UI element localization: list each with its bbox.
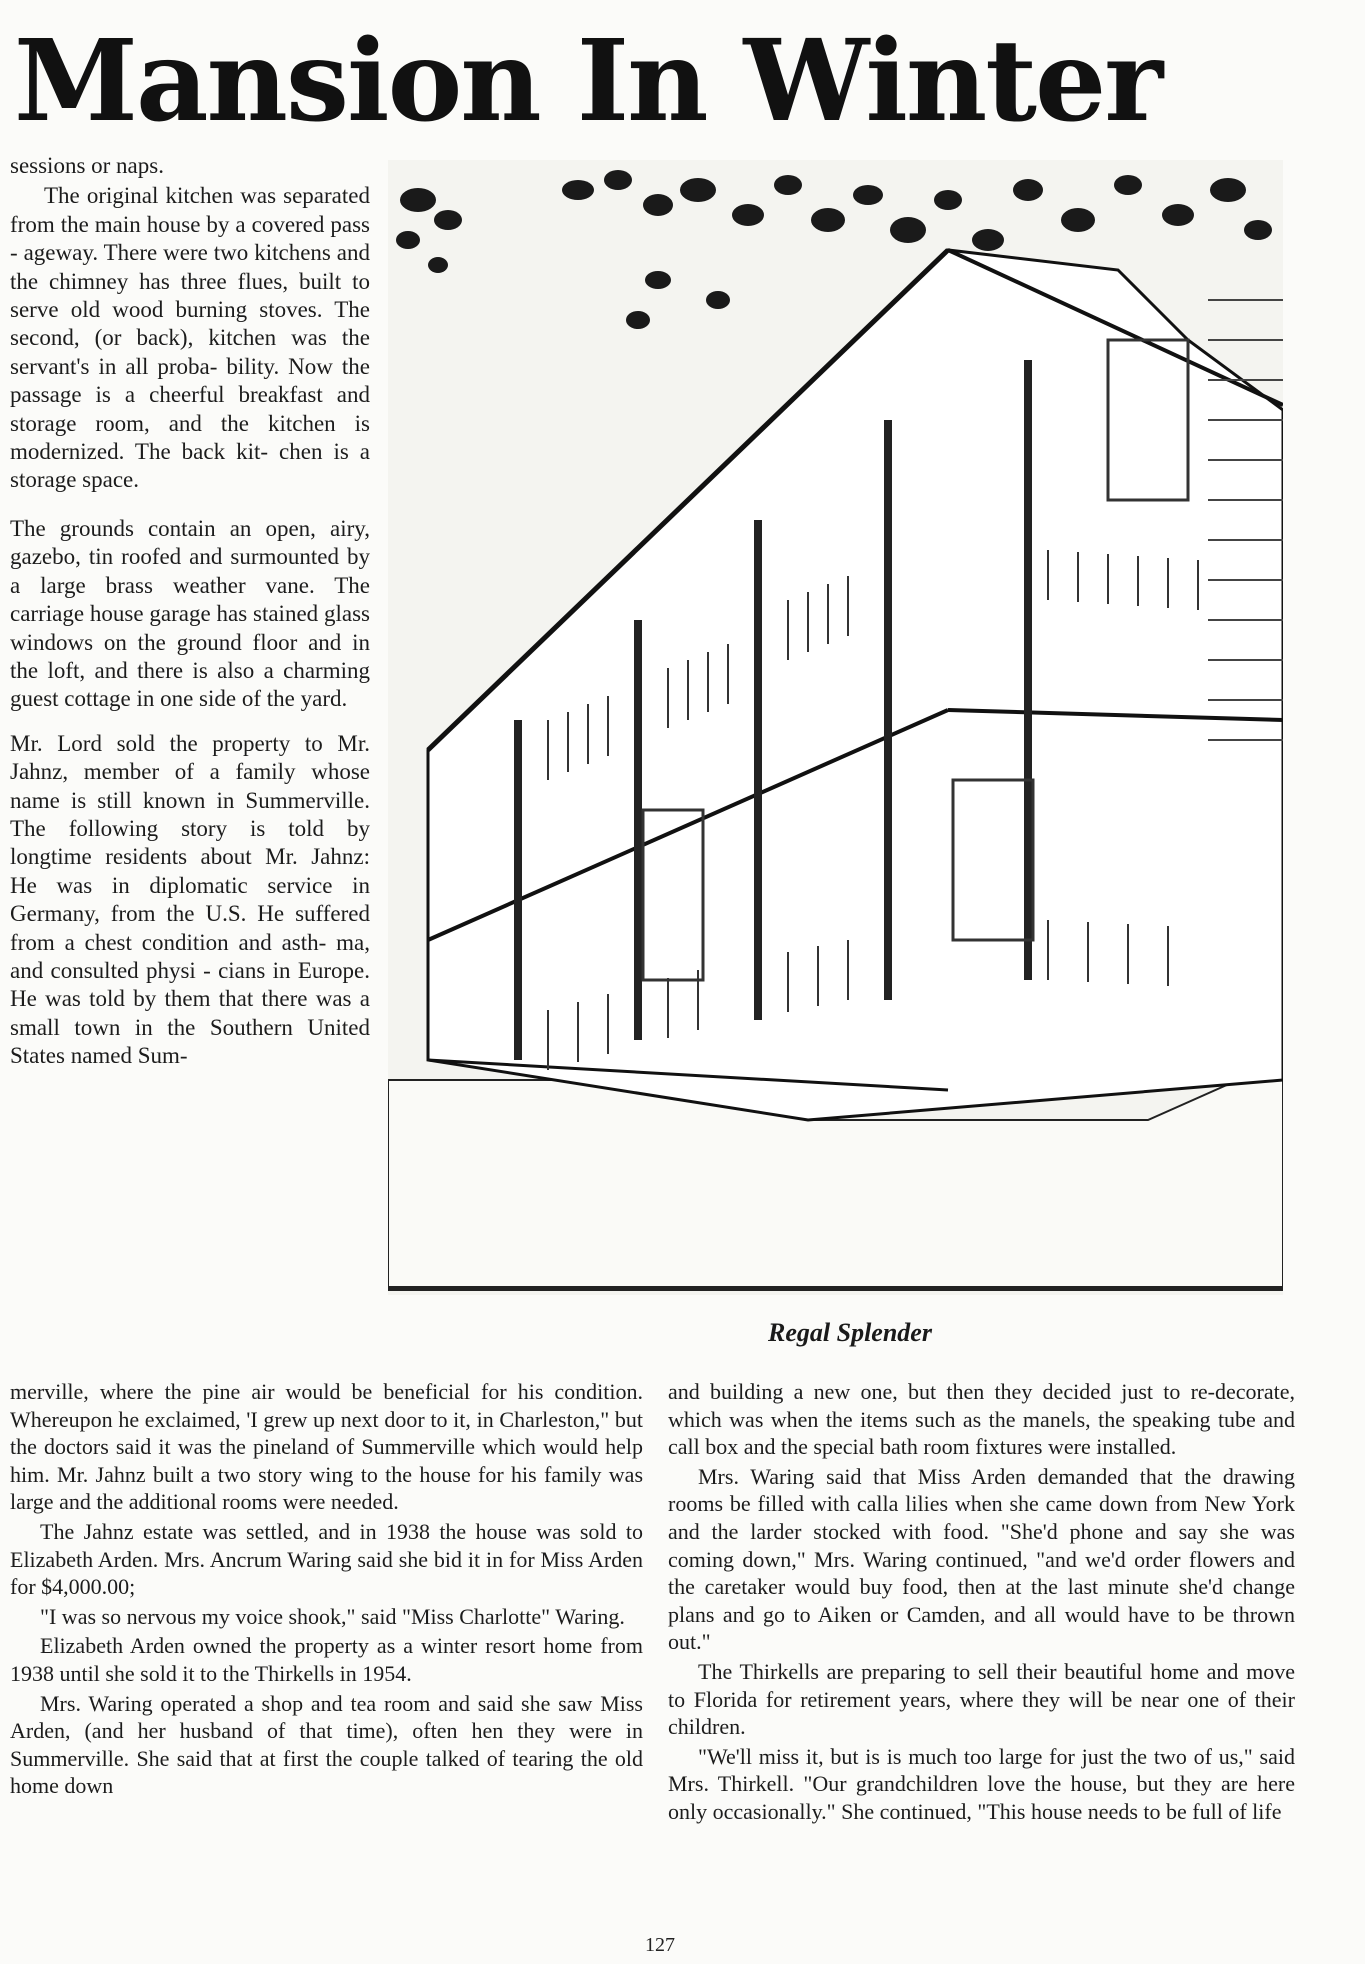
paragraph: Mr. Lord sold the property to Mr. Jahnz, member of a family whose name is still known in Summerville. The following story is told by longtime residents about Mr. Jahnz: He was in diplomatic service in Germany, from the U.S. He suffered from a chest condition and asth- ma, and consulted physi - cians in Europe. He was told by them that there was a small town in the Southern United States named Sum- [10, 730, 370, 1069]
house-photo [388, 160, 1283, 1295]
bottom-left-column [10, 1378, 643, 1802]
paragraph: sessions or naps. [10, 153, 164, 178]
left-column [10, 152, 370, 1073]
paragraph: and building a new one, but then they decided just to re-decorate, which was when the items such as the manels, the speaking tube and call box and the special bath room fixtures were installed. [668, 1379, 1295, 1460]
paragraph: "We'll miss it, but is is much too large for just the two of us," said Mrs. Thirkell. "Our grandchildren love the house, but they are here only occasionally." She continued, "This house needs to be full of life [668, 1743, 1295, 1824]
bottom-right-column [668, 1378, 1295, 1828]
article-title: Mansion In Winter [14, 16, 1162, 147]
paragraph: The Jahnz estate was settled, and in 1938 the house was sold to Elizabeth Arden. Mrs. Ancrum Waring said she bid it in for Miss Arden for $4,000.00; [10, 1518, 643, 1600]
paragraph: The original kitchen was separated from the main house by a covered pass - ageway. There were two kitchens and the chimney has three flues, built to serve old wood burning stoves. The second, (or back), kitchen was the servant's in all proba- bility. Now the passage is a cheerful breakfast and storage room, and the kitchen is modernized. The back kit- chen is a storage space. [10, 183, 370, 493]
paragraph: The grounds contain an open, airy, gazebo, tin roofed and surmounted by a large brass weather vane. The carriage house garage has stained glass windows on the ground floor and in the loft, and there is also a charming guest cottage in one side of the yard. [10, 515, 370, 712]
paragraph: The Thirkells are preparing to sell their beautiful home and move to Florida for retirement years, where they will be near one of their children. [668, 1658, 1295, 1740]
paragraph: Mrs. Waring said that Miss Arden demanded that the drawing rooms be filled with calla lilies when she came down from New York and the larder stocked with food. "She'd phone and say she was coming down," Mrs. Waring continued, "and we'd order flowers and the caretaker would buy food, then at the last minute she'd change plans and go to Aiken or Camden, and all would have to be thrown out." [668, 1463, 1295, 1655]
paragraph: Elizabeth Arden owned the property as a winter resort home from 1938 until she sold it to the Thirkells in 1954. [10, 1633, 643, 1686]
paragraph: "I was so nervous my voice shook," said "Miss Charlotte" Waring. [40, 1603, 625, 1629]
paragraph: Mrs. Waring operated a shop and tea room and said she saw Miss Arden, (and her husband of that time), often hen they were in Summerville. She said that at first the couple talked of tearing the old home down [10, 1690, 643, 1799]
page-number: 127 [645, 1934, 675, 1956]
photo-caption: Regal Splender [768, 1318, 932, 1347]
paragraph: merville, where the pine air would be beneficial for his condition. Whereupon he exclaimed, 'I grew up next door to it, in Charleston," but the doctors said it was the pineland of Summerville which would help him. Mr. Jahnz built a two story wing to the house for his family was large and the additional rooms were needed. [10, 1379, 643, 1515]
